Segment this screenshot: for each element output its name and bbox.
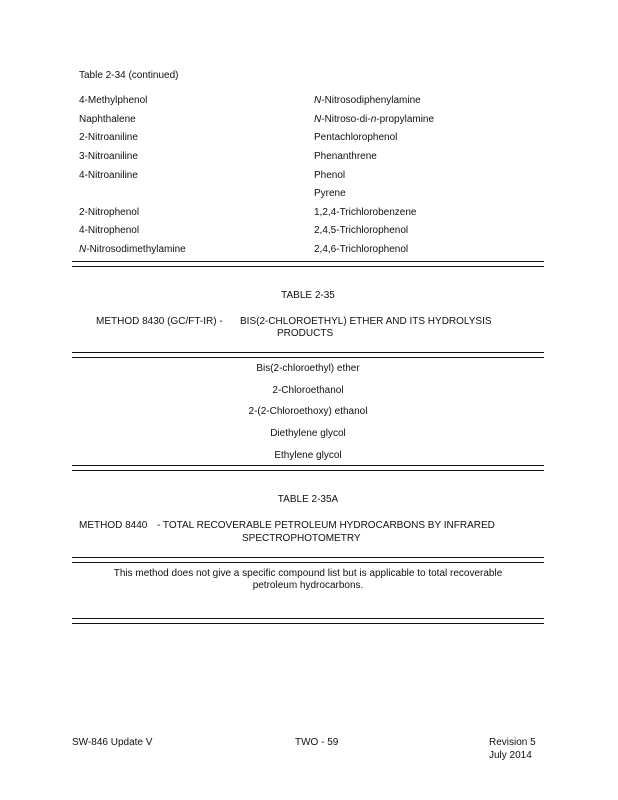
table-row: Pyrene — [314, 188, 346, 199]
footer-document-id: SW-846 Update V — [72, 737, 153, 748]
list-item: 2-Chloroethanol — [272, 385, 344, 396]
footer-date: July 2014 — [489, 750, 532, 761]
table-row: N-Nitrosodimethylamine — [79, 244, 186, 255]
table-2-35a-note-line1: This method does not give a specific compound list but is applicable to total recoverable — [113, 568, 503, 579]
table-row: 2,4,5-Trichlorophenol — [314, 225, 409, 236]
footer-page-number: TWO - 59 — [295, 737, 339, 748]
table-row: 4-Nitroaniline — [79, 170, 138, 181]
table-row: 2-Nitrophenol — [79, 207, 140, 218]
table-2-35a-top-rule — [72, 557, 544, 563]
table-row: Pentachlorophenol — [314, 132, 398, 143]
table-2-35a-method-desc-line1: - TOTAL RECOVERABLE PETROLEUM HYDROCARBONS BY INFRARED — [157, 520, 495, 531]
table-2-34-bottom-rule — [72, 261, 544, 267]
list-item: Diethylene glycol — [270, 428, 346, 439]
table-row: Phenanthrene — [314, 151, 377, 162]
table-row: Phenol — [314, 170, 346, 181]
list-item: Ethylene glycol — [274, 450, 342, 461]
table-row: 4-Nitrophenol — [79, 225, 140, 236]
table-row: N-Nitroso-di-n-propylamine — [314, 114, 435, 125]
table-row: 2-Nitroaniline — [79, 132, 138, 143]
table-2-35-title: TABLE 2-35 — [281, 290, 335, 301]
table-2-35-bottom-rule — [72, 465, 544, 471]
table-2-35-method-desc-line1: BIS(2-CHLOROETHYL) ETHER AND ITS HYDROLYSIS — [240, 316, 492, 327]
table-2-35-method-desc-line2: PRODUCTS — [277, 328, 334, 339]
table-row: 1,2,4-Trichlorobenzene — [314, 207, 417, 218]
list-item: 2-(2-Chloroethoxy) ethanol — [248, 406, 368, 417]
table-2-35a-method-desc-line2: SPECTROPHOTOMETRY — [242, 533, 361, 544]
table-2-35a-title: TABLE 2-35A — [277, 494, 339, 505]
table-2-35a-note-line2: petroleum hydrocarbons. — [252, 580, 364, 591]
table-2-35a-method-label: METHOD 8440 — [79, 520, 148, 531]
table-row: 3-Nitroaniline — [79, 151, 138, 162]
table-2-35-method-label: METHOD 8430 (GC/FT-IR) - — [96, 316, 223, 327]
table-row: N-Nitrosodiphenylamine — [314, 95, 421, 106]
table-2-35a-bottom-rule — [72, 618, 544, 624]
table-row: 2,4,6-Trichlorophenol — [314, 244, 409, 255]
table-row: 4-Methylphenol — [79, 95, 148, 106]
footer-revision: Revision 5 — [489, 737, 536, 748]
table-2-34-caption: Table 2-34 (continued) — [79, 70, 179, 81]
list-item: Bis(2-chloroethyl) ether — [256, 363, 360, 374]
table-2-35-top-rule — [72, 352, 544, 358]
table-row: Naphthalene — [79, 114, 136, 125]
